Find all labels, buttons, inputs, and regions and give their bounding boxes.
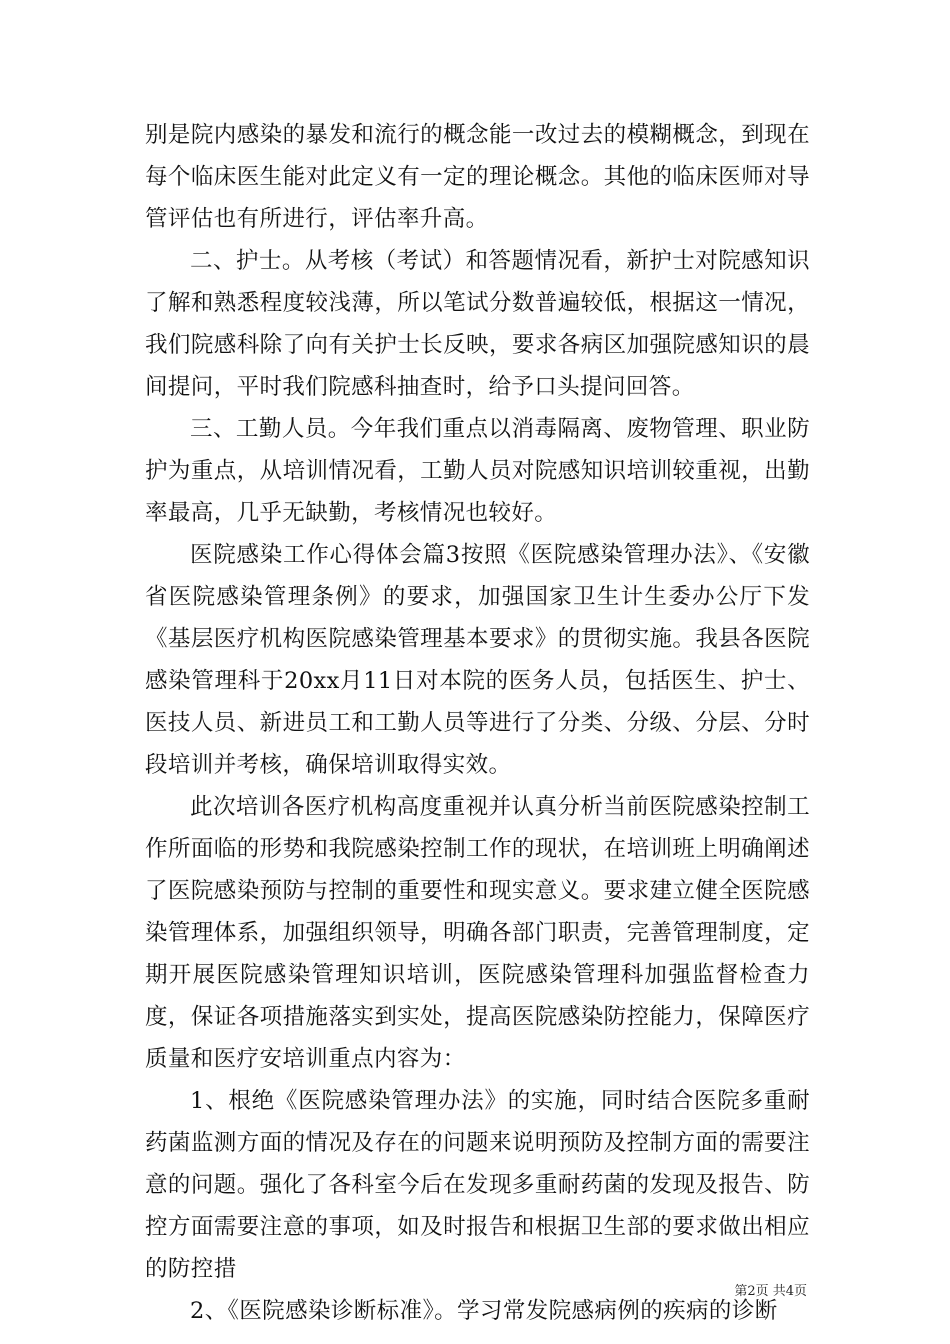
paragraph: 别是院内感染的暴发和流行的概念能一改过去的模糊概念，到现在每个临床医生能对此定义有一定的理论概念。其他的临床医师对导管评估也有所进行，评估率升高。 — [145, 122, 810, 232]
paragraph: 三、工勤人员。今年我们重点以消毒隔离、废物管理、职业防护为重点，从培训情况看，工勤人员对院感知识培训较重视，出勤率最高，几乎无缺勤，考核情况也较好。 — [145, 416, 810, 526]
document-body — [145, 114, 810, 1332]
paragraph: 二、护士。从考核（考试）和答题情况看，新护士对院感知识了解和熟悉程度较浅薄，所以笔试分数普遍较低，根据这一情况，我们院感科除了向有关护士长反映，要求各病区加强院感知识的晨间提问，平时我们院感科抽查时，给予口头提问回答。 — [145, 248, 810, 400]
paragraph: 1、根绝《医院感染管理办法》的实施，同时结合医院多重耐药菌监测方面的情况及存在的问题来说明预防及控制方面的需要注意的问题。强化了各科室今后在发现多重耐药菌的发现及报告、防控方面需要注意的事项，如及时报告和根据卫生部的要求做出相应的防控措 — [145, 1088, 810, 1282]
paragraph: 2、《医院感染诊断标准》。学习常发院感病例的疾病的诊断 — [190, 1298, 778, 1324]
page-number-footer: 第2页 共4页 — [734, 1284, 807, 1299]
paragraph: 此次培训各医疗机构高度重视并认真分析当前医院感染控制工作所面临的形势和我院感染控制工作的现状，在培训班上明确阐述了医院感染预防与控制的重要性和现实意义。要求建立健全医院感染管理体系，加强组织领导，明确各部门职责，完善管理制度，定期开展医院感染管理知识培训，医院感染管理科加强监督检查力度，保证各项措施落实到实处，提高医院感染防控能力，保障医疗质量和医疗安培训重点内容为： — [145, 794, 810, 1072]
paragraph: 医院感染工作心得体会篇3按照《医院感染管理办法》、《安徽省医院感染管理条例》的要求，加强国家卫生计生委办公厅下发《基层医疗机构医院感染管理基本要求》的贯彻实施。我县各医院感染管理科于20xx月11日对本院的医务人员，包括医生、护士、医技人员、新进员工和工勤人员等进行了分类、分级、分层、分时段培训并考核，确保培训取得实效。 — [145, 542, 810, 778]
